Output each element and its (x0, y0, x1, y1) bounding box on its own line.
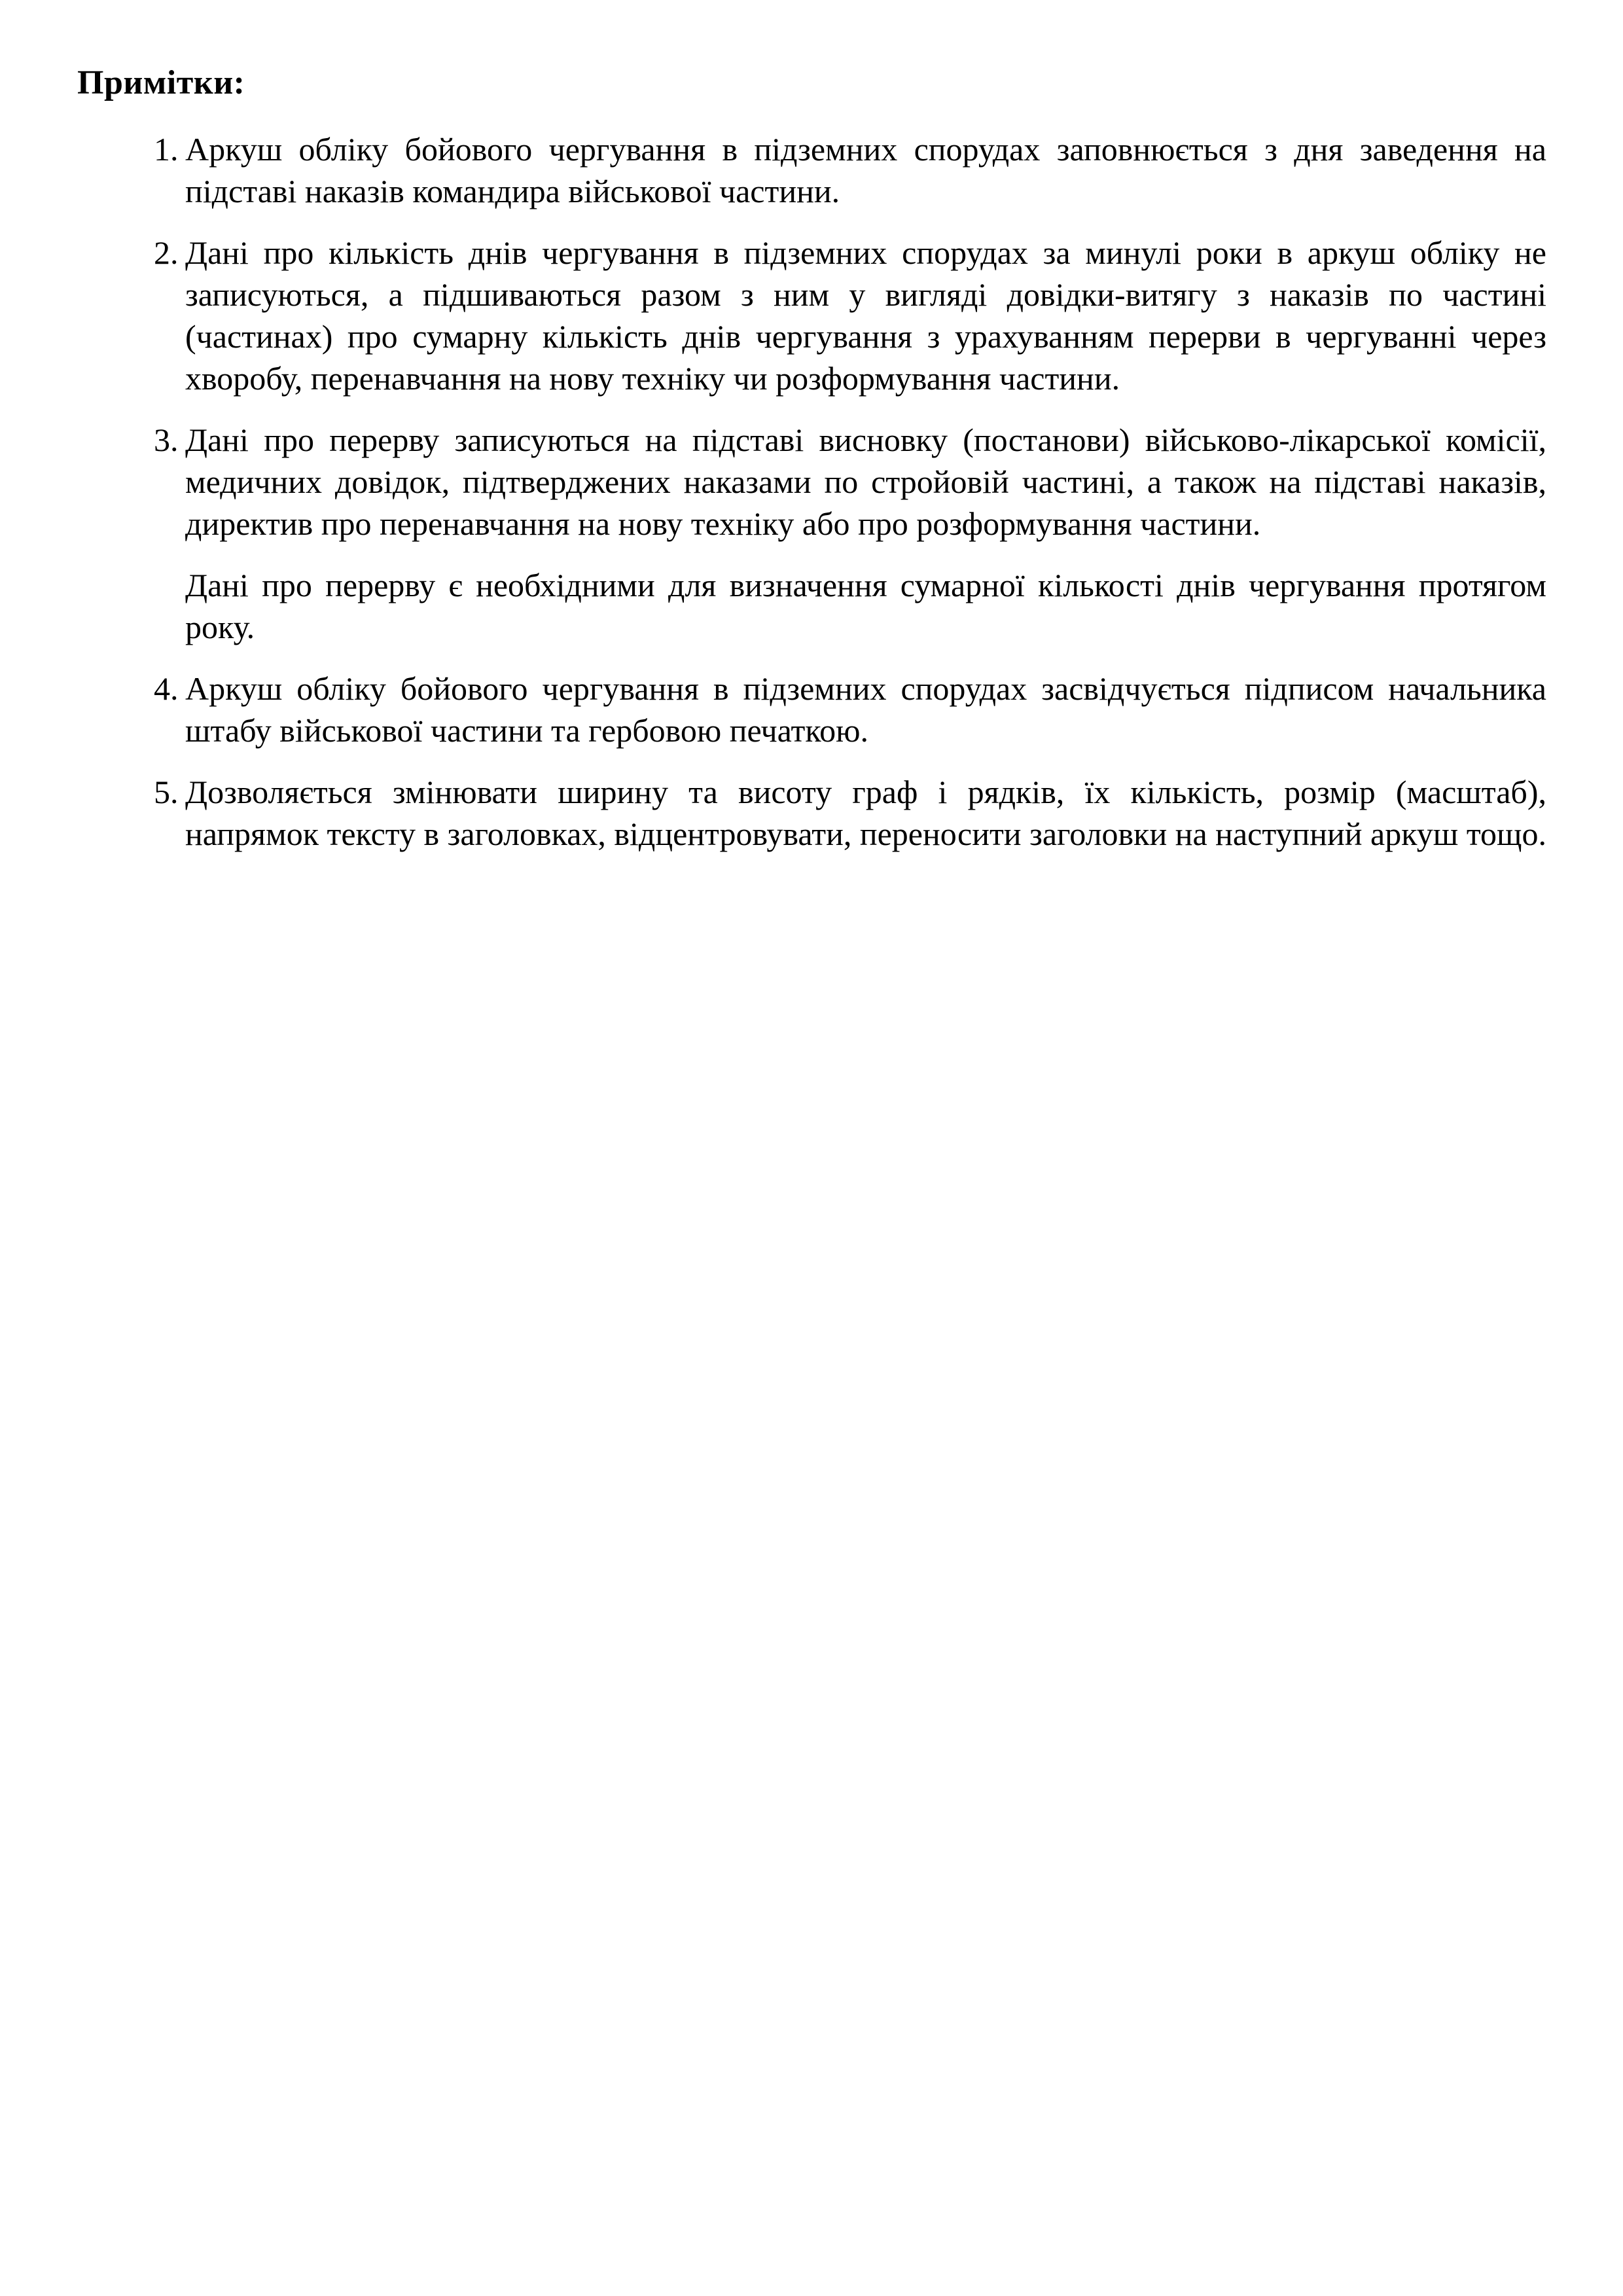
item-paragraph: Дані про кількість днів чергування в підземних спорудах за минулі роки в аркуш обліку не записуються, а підшиваються разом з ним у вигляді довідки-витягу з наказів по частині (частинах) про сумарну кількість днів чергування з урахуванням перерви в чергуванні через хворобу, перенавчання на нову техніку чи розформування частини. (185, 234, 1546, 397)
item-number: 5. (154, 774, 179, 810)
item-number: 3. (154, 422, 179, 458)
item-paragraph: Аркуш обліку бойового чергування в підземних спорудах заповнюється з дня заведення на підставі наказів командира військової частини. (185, 131, 1546, 209)
item-number: 2. (154, 234, 179, 271)
item-paragraph: Аркуш обліку бойового чергування в підземних спорудах засвідчується підписом начальника штабу військової частини та гербовою печаткою. (185, 670, 1546, 749)
note-item-4 (154, 668, 1546, 751)
item-paragraph: Дані про перерву є необхідними для визначення сумарної кількості днів чергування протягом року. (185, 567, 1546, 645)
note-item-5 (154, 771, 1547, 855)
note-item-3 (154, 419, 1546, 648)
item-number: 1. (154, 131, 179, 168)
note-item-1 (154, 128, 1546, 212)
page-title: Примітки: (77, 64, 245, 101)
item-paragraph: Дані про перерву записуються на підставі висновку (постанови) військово-лікарської комісії, медичних довідок, підтверджених наказами по стройовій частині, а також на підставі наказів, директив про перенавчання на нову техніку або про розформування частини. (185, 422, 1546, 542)
notes-list (154, 128, 1547, 855)
item-paragraph: Дозволяється змінювати ширину та висоту граф і рядків, їх кількість, розмір (масштаб), напрямок тексту в заголовках, відцентровувати, переносити заголовки на наступний аркуш тощо. (185, 774, 1547, 852)
note-item-2 (154, 232, 1546, 399)
item-number: 4. (154, 670, 179, 707)
